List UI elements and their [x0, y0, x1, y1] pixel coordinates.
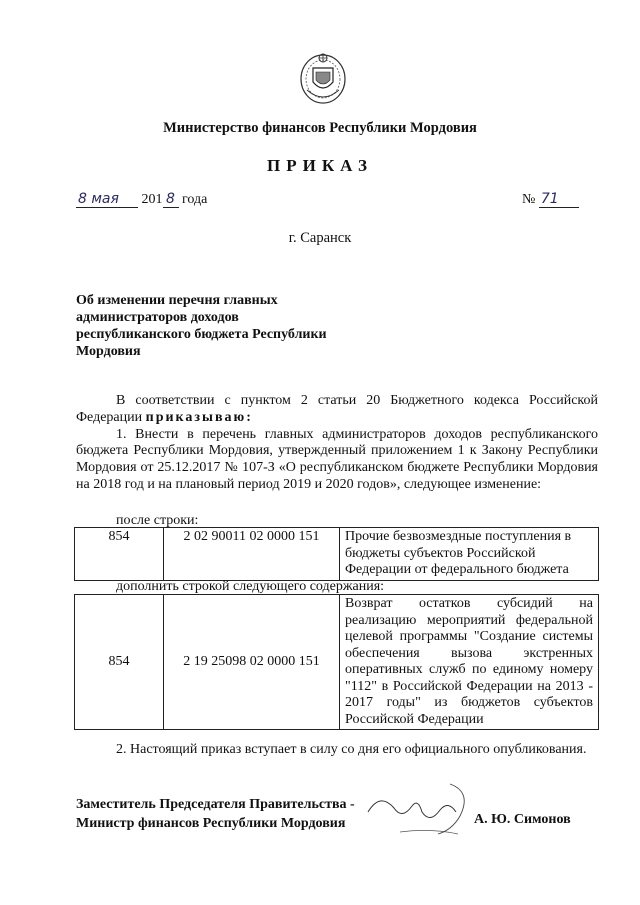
handwritten-signature	[360, 772, 480, 842]
order-date	[76, 192, 207, 208]
point-2-paragraph: 2. Настоящий приказ вступает в силу со дня его официального опубликования.	[116, 742, 587, 757]
admin-code-cell: 854	[75, 528, 164, 581]
order-subject: Об изменении перечня главных администраторов доходов республиканского бюджета Республики Мордовия	[76, 293, 327, 359]
kbk-code-cell: 2 19 25098 02 0000 151	[164, 595, 340, 730]
table-row	[75, 595, 599, 730]
order-number	[522, 192, 579, 208]
date-word-goda: года	[182, 192, 208, 207]
ministry-name: Министерство финансов Республики Мордовия	[163, 120, 477, 136]
document-type-title: ПРИКАЗ	[267, 156, 373, 175]
after-row-caption: после строки:	[116, 513, 199, 528]
table-row	[75, 528, 599, 581]
signatory-position	[76, 795, 355, 833]
date-year-prefix: 201	[141, 192, 163, 207]
number-sign: №	[522, 192, 536, 207]
description-cell: Возврат остатков субсидий на реализацию мероприятий федеральной целевой программы "Создание системы обеспечения вызова экстренных оперативных служб по единому номеру "112" в Российской Федерации на 2013 - 2017 годы" из бюджетов субъектов Российской Федерации	[340, 595, 599, 730]
order-word: приказываю:	[145, 409, 253, 425]
signatory-position-line-1: Заместитель Председателя Правительства -	[76, 797, 355, 812]
new-row-table	[74, 594, 599, 730]
city-name: г. Саранск	[288, 230, 352, 246]
preamble-paragraph	[76, 393, 598, 427]
signatory-name: А. Ю. Симонов	[474, 812, 571, 827]
date-day-month: 8 мая	[76, 192, 138, 208]
description-cell: Прочие безвозмездные поступления в бюджеты субъектов Российской Федерации от федерального бюджета	[340, 528, 599, 581]
add-row-caption: дополнить строкой следующего содержания:	[116, 579, 385, 594]
kbk-code-cell: 2 02 90011 02 0000 151	[164, 528, 340, 581]
point-2-block	[76, 742, 598, 759]
order-body	[76, 393, 598, 494]
existing-row-table	[74, 527, 599, 581]
signatory-position-line-2: Министр финансов Республики Мордовия	[76, 816, 346, 831]
number-value: 71	[539, 192, 579, 208]
date-year-suffix: 8	[163, 192, 179, 208]
coat-of-arms-emblem	[297, 50, 349, 106]
preamble-text: В соответствии с пунктом 2 статьи 20 Бюджетного кодекса Российской Федерации	[76, 393, 598, 425]
admin-code-cell: 854	[75, 595, 164, 730]
point-1-paragraph: 1. Внести в перечень главных администраторов доходов республиканского бюджета Республики Мордовия, утвержденный приложением 1 к Закону Республики Мордовия от 25.12.2017 № 107-З «О республиканском бюджете Республики Мордовия на 2018 год и на плановый период 2019 и 2020 годов», следующее изменение:	[76, 426, 598, 492]
